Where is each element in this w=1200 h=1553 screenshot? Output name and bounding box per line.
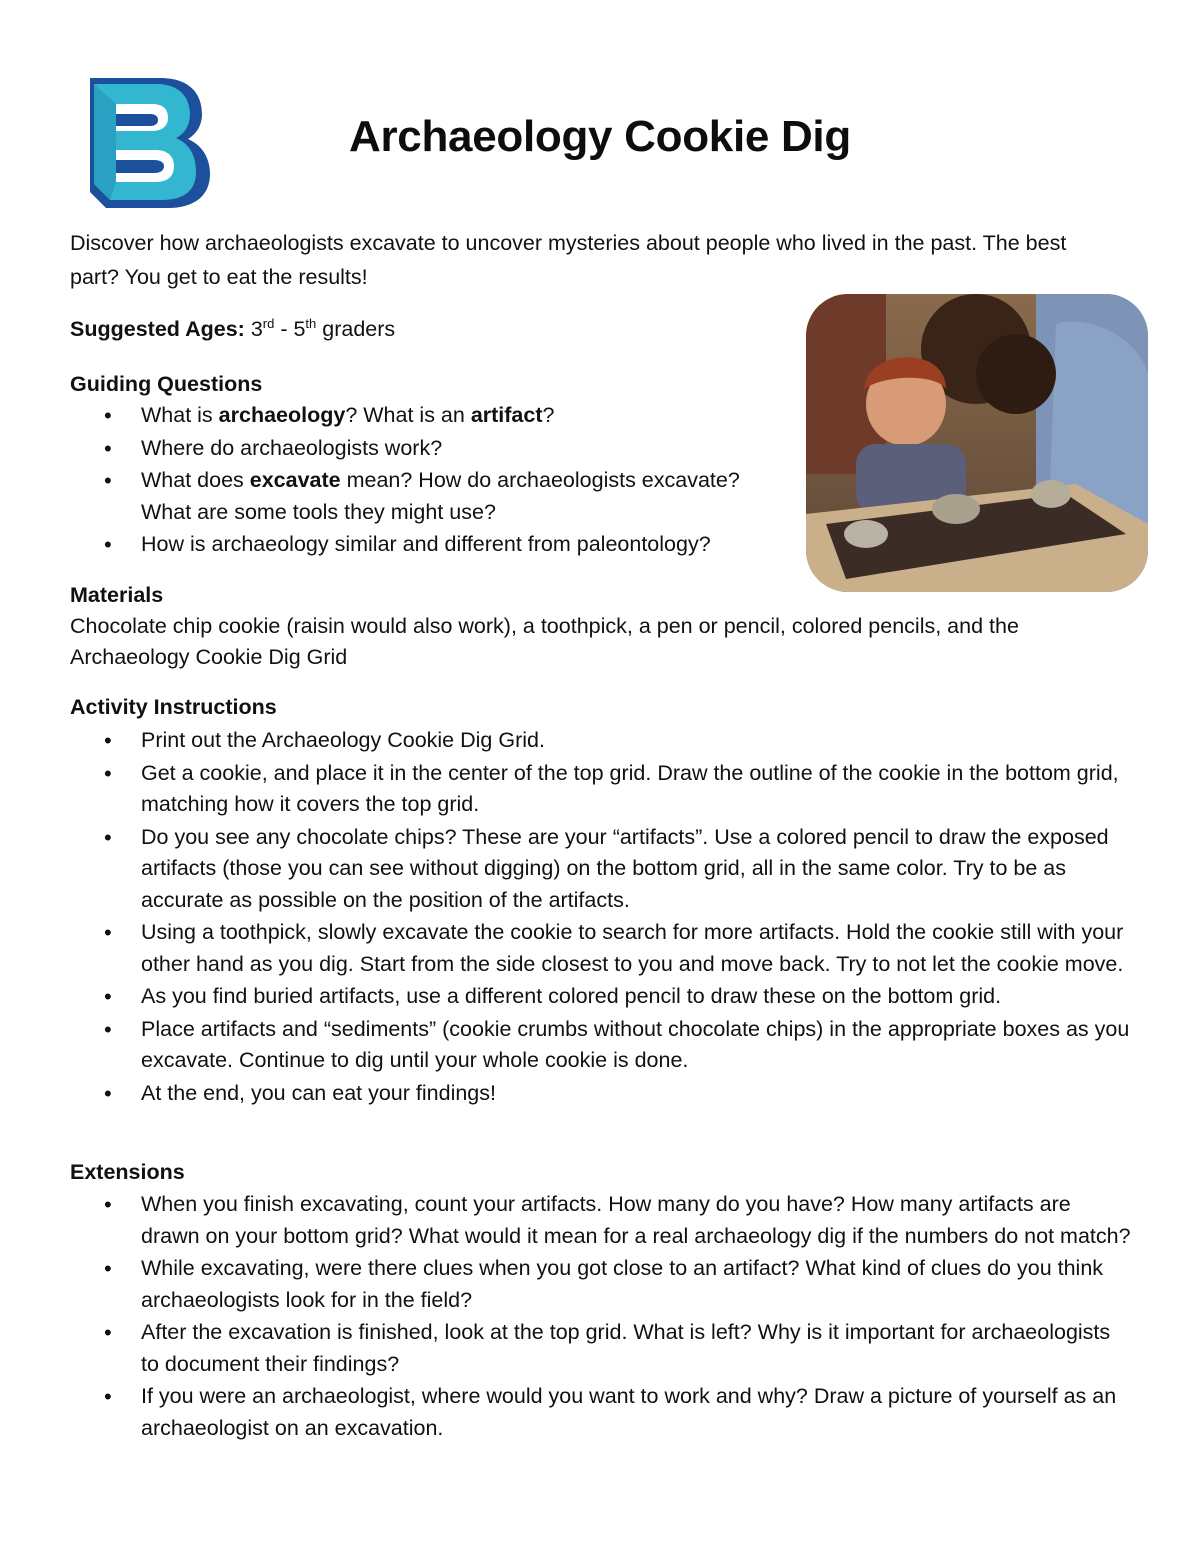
ages-end-sup: th (305, 315, 317, 331)
list-item: • Where do archaeologists work? (70, 433, 810, 465)
materials-line-1: Chocolate chip cookie (raisin would also work), a toothpick, a pen or pencil, colored pencils, and the (70, 614, 1019, 638)
extensions-list (70, 1189, 1132, 1445)
intro-paragraph: Discover how archaeologists excavate to uncover mysteries about people who lived in the past. The best part? You get to eat the results! (70, 231, 1067, 289)
list-item: • Get a cookie, and place it in the center of the top grid. Draw the outline of the cookie in the bottom grid, matching how it covers the top grid. (70, 758, 1132, 821)
ages-start: 3 (250, 317, 263, 341)
materials-line-2: Archaeology Cookie Dig Grid (70, 645, 348, 669)
list-item: • As you find buried artifacts, use a different colored pencil to draw these on the bottom grid. (70, 981, 1132, 1013)
page-title: Archaeology Cookie Dig (349, 112, 851, 161)
list-item: • After the excavation is finished, look at the top grid. What is left? Why is it important for archaeologists to document their findings? (70, 1317, 1132, 1380)
b-logo (86, 74, 212, 210)
guiding-questions-list (70, 400, 810, 562)
materials-heading: Materials (70, 583, 164, 607)
list-item: • Print out the Archaeology Cookie Dig Grid. (70, 725, 1132, 757)
extensions-heading: Extensions (70, 1160, 185, 1184)
archaeology-photo (806, 294, 1148, 592)
suggested-ages (70, 314, 395, 345)
list-item: • At the end, you can eat your findings! (70, 1078, 1132, 1110)
ages-separator: - (274, 317, 294, 341)
ages-start-sup: rd (262, 315, 275, 331)
ages-end: 5 (293, 317, 306, 341)
list-item: • What is archaeology? What is an artifact? (70, 400, 810, 432)
list-item: • Place artifacts and “sediments” (cookie crumbs without chocolate chips) in the appropriate boxes as you excavate. Continue to dig until your whole cookie is done. (70, 1014, 1132, 1077)
ages-label: Suggested Ages: (70, 317, 245, 341)
guiding-questions-heading: Guiding Questions (70, 372, 263, 396)
ages-suffix: graders (316, 317, 396, 341)
activity-instructions-heading: Activity Instructions (70, 695, 277, 719)
list-item: • What does excavate mean? How do archaeologists excavate? What are some tools they might use? (70, 465, 810, 528)
list-item: • While excavating, were there clues when you got close to an artifact? What kind of clues do you think archaeologists look for in the field? (70, 1253, 1132, 1316)
activity-instructions-list (70, 725, 1132, 1110)
list-item: • How is archaeology similar and different from paleontology? (70, 529, 810, 561)
list-item: • Using a toothpick, slowly excavate the cookie to search for more artifacts. Hold the cookie still with your other hand as you dig. Start from the side closest to you and move back. Try to not let the cookie move. (70, 917, 1132, 980)
list-item: • If you were an archaeologist, where would you want to work and why? Draw a picture of yourself as an archaeologist on an excavation. (70, 1381, 1132, 1444)
list-item: • When you finish excavating, count your artifacts. How many do you have? How many artifacts are drawn on your bottom grid? What would it mean for a real archaeology dig if the numbers do not match? (70, 1189, 1132, 1252)
list-item: • Do you see any chocolate chips? These are your “artifacts”. Use a colored pencil to draw the exposed artifacts (those you can see without digging) on the bottom grid, all in the same color. Try to be as accurate as possible on the position of the artifacts. (70, 822, 1132, 917)
